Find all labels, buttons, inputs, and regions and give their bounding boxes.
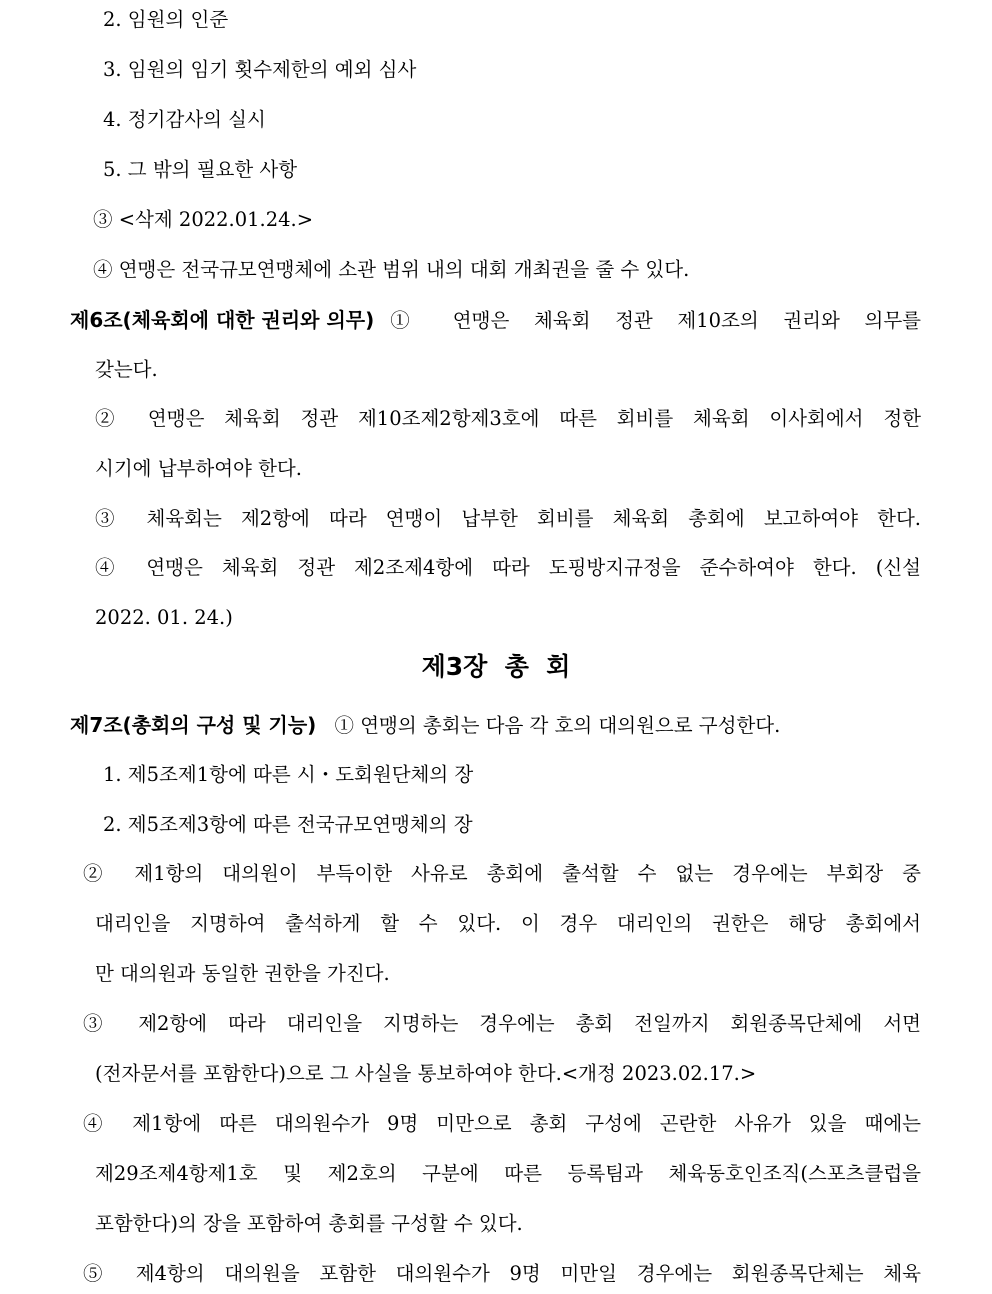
article5-item-3: 3. 임원의 임기 횟수제한의 예외 심사 xyxy=(103,58,417,81)
article5-item-4: 4. 정기감사의 실시 xyxy=(103,108,266,131)
article7-heading: 제7조(총회의 구성 및 기능) xyxy=(70,713,317,737)
article6-paragraph-4-cont: 2022. 01. 24.) xyxy=(95,606,233,629)
article6-heading: 제6조(체육회에 대한 권리와 의무) xyxy=(70,308,375,332)
article7-paragraph-1: ① 연맹의 총회는 다음 각 호의 대의원으로 구성한다. xyxy=(334,714,781,737)
article6-paragraph-1: ① 연맹은 체육회 정관 제10조의 권리와 의무를 xyxy=(390,309,921,332)
article7-paragraph-3: ③ 제2항에 따라 대리인을 지명하는 경우에는 총회 전일까지 회원종목단체에 서면 xyxy=(83,1012,921,1035)
article6-first-line xyxy=(70,308,921,333)
article7-first-line xyxy=(70,713,780,738)
article5-item-5: 5. 그 밖의 필요한 사항 xyxy=(103,158,298,181)
article7-item-2: 2. 제5조제3항에 따른 전국규모연맹체의 장 xyxy=(103,813,473,836)
article7-paragraph-3-cont: (전자문서를 포함한다)으로 그 사실을 통보하여야 한다.<개정 2023.02.17.> xyxy=(95,1062,757,1085)
chapter3-title: 제3장 총 회 xyxy=(421,652,571,681)
article5-paragraph-3: ③ <삭제 2022.01.24.> xyxy=(93,208,314,231)
article7-paragraph-4-end: 포함한다)의 장을 포함하여 총회를 구성할 수 있다. xyxy=(95,1212,523,1235)
article5-paragraph-4: ④ 연맹은 전국규모연맹체에 소관 범위 내의 대회 개최권을 줄 수 있다. xyxy=(93,258,690,281)
article7-item-1: 1. 제5조제1항에 따른 시・도회원단체의 장 xyxy=(103,763,474,786)
article7-paragraph-2-cont: 대리인을 지명하여 출석하게 할 수 있다. 이 경우 대리인의 권한은 해당 총회에서 xyxy=(95,912,921,935)
article7-paragraph-4-cont: 제29조제4항제1호 및 제2호의 구분에 따른 등록팀과 체육동호인조직(스포츠클럽을 xyxy=(95,1162,921,1185)
article5-item-2: 2. 임원의 인준 xyxy=(103,8,229,31)
article7-paragraph-2: ② 제1항의 대의원이 부득이한 사유로 총회에 출석할 수 없는 경우에는 부회장 중 xyxy=(83,862,921,885)
article6-paragraph-1-cont: 갖는다. xyxy=(95,358,158,381)
article6-paragraph-3: ③ 체육회는 제2항에 따라 연맹이 납부한 회비를 체육회 총회에 보고하여야 한다. xyxy=(95,507,921,530)
article6-paragraph-2-cont: 시기에 납부하여야 한다. xyxy=(95,457,302,480)
article6-paragraph-2: ② 연맹은 체육회 정관 제10조제2항제3호에 따른 회비를 체육회 이사회에서 정한 xyxy=(95,407,921,430)
article7-paragraph-4: ④ 제1항에 따른 대의원수가 9명 미만으로 총회 구성에 곤란한 사유가 있을 때에는 xyxy=(83,1112,921,1135)
article6-paragraph-4: ④ 연맹은 체육회 정관 제2조제4항에 따라 도핑방지규정을 준수하여야 한다. (신설 xyxy=(95,556,921,579)
article7-paragraph-5: ⑤ 제4항의 대의원을 포함한 대의원수가 9명 미만일 경우에는 회원종목단체는 체육 xyxy=(83,1262,921,1285)
article7-paragraph-2-end: 만 대의원과 동일한 권한을 가진다. xyxy=(95,962,390,985)
